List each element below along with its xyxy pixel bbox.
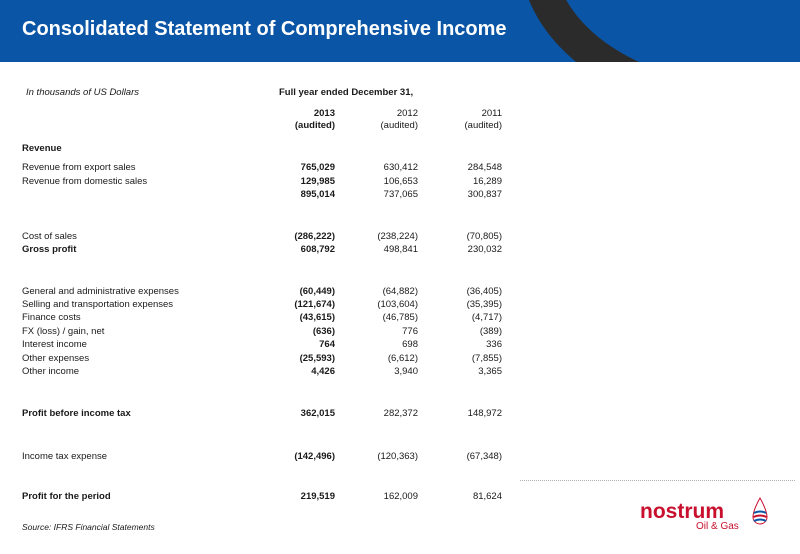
- value-2012: (238,224): [377, 231, 418, 242]
- value-2011: (35,395): [466, 299, 502, 310]
- value-2013: (60,449): [299, 286, 335, 297]
- value-2011: 230,032: [467, 244, 502, 255]
- value-2013: (25,593): [299, 353, 335, 364]
- row-label: Income tax expense: [22, 451, 108, 462]
- company-logo-wordmark: nostrum: [640, 500, 724, 523]
- value-2011: 300,837: [467, 189, 502, 200]
- value-2011: (4,717): [471, 312, 502, 323]
- row-label: Other expenses: [22, 353, 90, 364]
- company-logo-subtitle: Oil & Gas: [696, 521, 739, 532]
- row-label: Gross profit: [22, 244, 77, 255]
- value-2012: 3,940: [394, 366, 418, 377]
- row-label: Finance costs: [22, 312, 81, 323]
- value-2011: 148,972: [467, 408, 502, 419]
- row-label: Revenue from domestic sales: [22, 176, 148, 187]
- value-2012: (64,882): [382, 286, 418, 297]
- value-2012: 106,653: [383, 176, 418, 187]
- value-2013: 895,014: [300, 189, 335, 200]
- value-2013: (43,615): [299, 312, 335, 323]
- value-2012: (120,363): [377, 451, 418, 462]
- value-2012: 776: [402, 326, 418, 337]
- dotted-divider: [520, 480, 795, 481]
- value-2011: 3,365: [478, 366, 502, 377]
- value-2012: (103,604): [377, 299, 418, 310]
- value-2011: (67,348): [466, 451, 502, 462]
- column-year-2013: 2013: [313, 108, 335, 119]
- column-status-2011: (audited): [464, 120, 502, 131]
- value-2012: 282,372: [383, 408, 418, 419]
- value-2011: 81,624: [472, 491, 502, 502]
- column-year-2012: 2012: [396, 108, 418, 119]
- value-2013: 4,426: [311, 366, 335, 377]
- value-2011: (36,405): [466, 286, 502, 297]
- row-label: Revenue from export sales: [22, 162, 136, 173]
- row-label: Cost of sales: [22, 231, 77, 242]
- row-label: Profit before income tax: [22, 408, 131, 419]
- value-2013: (286,222): [294, 231, 335, 242]
- column-status-2013: (audited): [294, 120, 335, 131]
- value-2013: 765,029: [300, 162, 335, 173]
- value-2011: (7,855): [471, 353, 502, 364]
- value-2013: 129,985: [300, 176, 335, 187]
- period-heading: Full year ended December 31,: [279, 87, 414, 98]
- value-2012: 737,065: [383, 189, 418, 200]
- value-2013: 219,519: [300, 491, 335, 502]
- value-2013: 608,792: [300, 244, 335, 255]
- source-note: Source: IFRS Financial Statements: [22, 522, 155, 532]
- revenue-heading: Revenue: [22, 143, 62, 154]
- banner-arc-decoration: [520, 0, 800, 62]
- value-2012: (6,612): [387, 353, 418, 364]
- value-2011: 284,548: [467, 162, 502, 173]
- row-label: Profit for the period: [22, 491, 111, 502]
- value-2013: (121,674): [294, 299, 335, 310]
- value-2011: (70,805): [466, 231, 502, 242]
- value-2012: 698: [402, 339, 418, 350]
- value-2012: 498,841: [383, 244, 418, 255]
- row-label: Other income: [22, 366, 80, 377]
- oil-drop-logo-icon: [751, 497, 769, 531]
- row-label: General and administrative expenses: [22, 286, 179, 297]
- value-2011: 336: [486, 339, 502, 350]
- row-label: Interest income: [22, 339, 87, 350]
- value-2012: 630,412: [383, 162, 418, 173]
- value-2013: (142,496): [294, 451, 335, 462]
- value-2013: 764: [319, 339, 335, 350]
- value-2012: (46,785): [382, 312, 418, 323]
- units-note: In thousands of US Dollars: [26, 87, 140, 98]
- row-label: FX (loss) / gain, net: [22, 326, 105, 337]
- value-2011: 16,289: [472, 176, 502, 187]
- column-year-2011: 2011: [481, 108, 502, 119]
- value-2013: (636): [312, 326, 335, 337]
- column-status-2012: (audited): [380, 120, 418, 131]
- row-label: Selling and transportation expenses: [22, 299, 174, 310]
- page-title: Consolidated Statement of Comprehensive Income: [22, 18, 507, 40]
- value-2011: (389): [479, 326, 502, 337]
- title-banner: [0, 0, 800, 62]
- value-2013: 362,015: [300, 408, 335, 419]
- value-2012: 162,009: [383, 491, 418, 502]
